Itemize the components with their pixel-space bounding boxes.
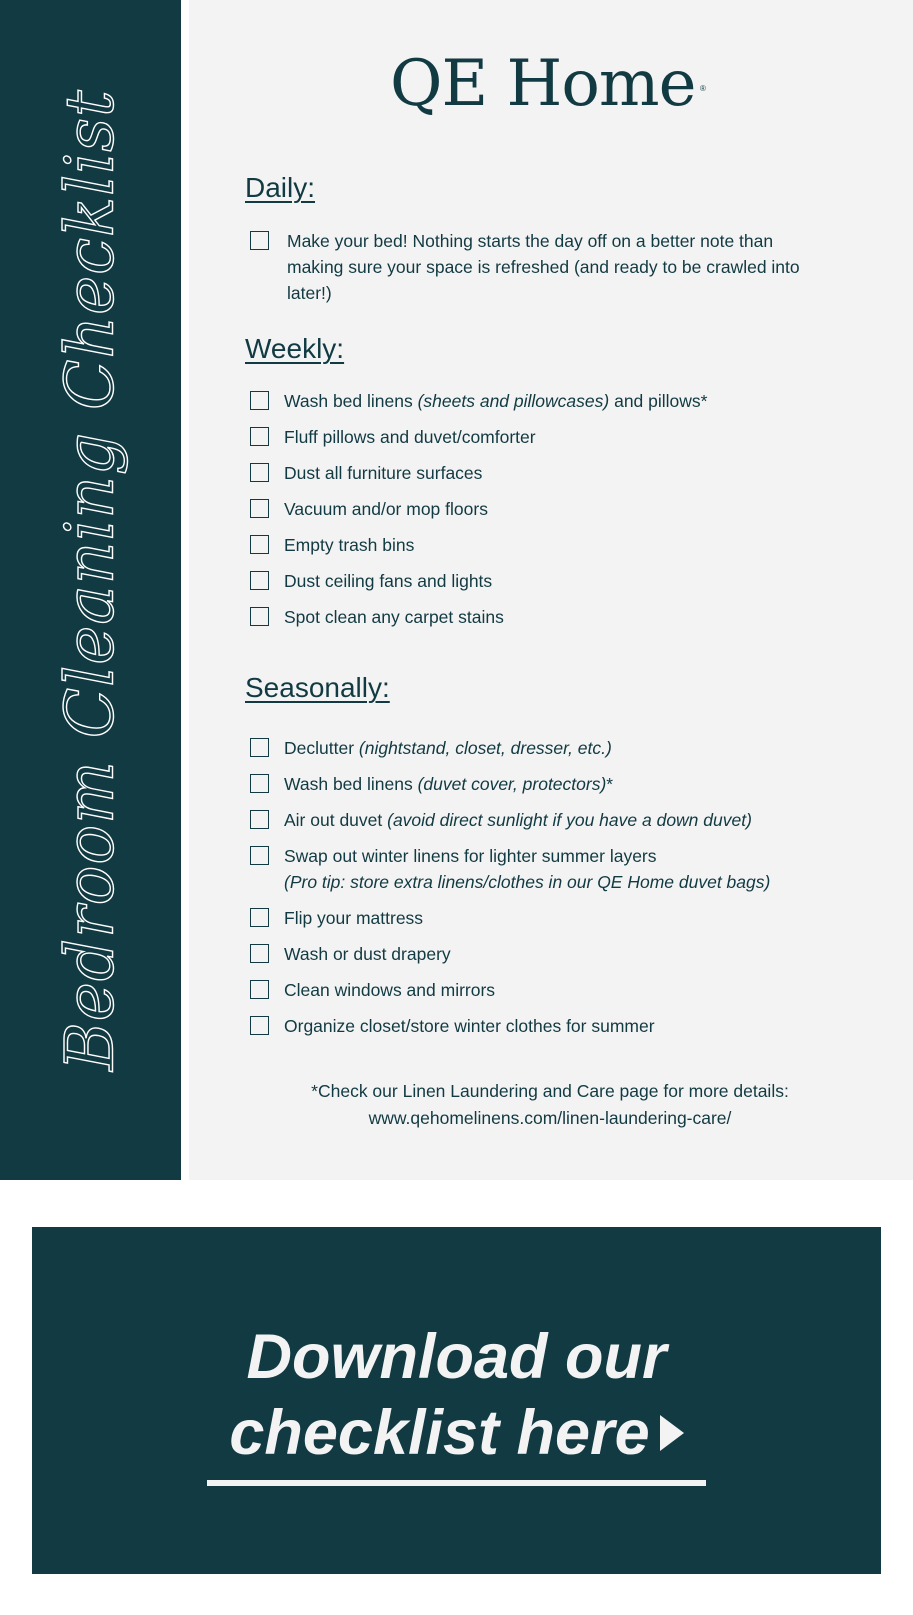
task-checkbox[interactable]: [250, 571, 269, 590]
cta-line2: checklist here: [229, 1398, 650, 1468]
task-checkbox[interactable]: [250, 846, 269, 865]
cta-text: [32, 1319, 881, 1471]
divider: [181, 0, 189, 1180]
task-checkbox[interactable]: [250, 607, 269, 626]
task-checkbox[interactable]: [250, 231, 269, 250]
task-label: Organize closet/store winter clothes for summer: [284, 1016, 655, 1036]
task-label: Fluff pillows and duvet/comforter: [284, 427, 536, 447]
task-checkbox[interactable]: [250, 1016, 269, 1035]
task-label: Wash or dust drapery: [284, 944, 451, 964]
daily-heading: Daily:: [245, 172, 316, 203]
task-checkbox[interactable]: [250, 738, 269, 757]
task-checkbox[interactable]: [250, 391, 269, 410]
care-page-link[interactable]: www.qehomelinens.com/linen-laundering-care/: [368, 1108, 732, 1128]
task-label: Air out duvet (avoid direct sunlight if you have a down duvet): [284, 810, 752, 830]
task-label: Wash bed linens (sheets and pillowcases) and pillows*: [284, 391, 708, 411]
play-arrow-icon: [660, 1415, 684, 1451]
footnote-text: *Check our Linen Laundering and Care page for more details:: [311, 1081, 789, 1101]
task-label: Swap out winter linens for lighter summer layers (Pro tip: store extra linens/clothes in our QE Home duvet bags): [284, 846, 771, 892]
download-checklist-button[interactable]: [32, 1227, 881, 1574]
task-label: Wash bed linens (duvet cover, protectors)*: [284, 774, 614, 794]
sidebar: [0, 0, 181, 1180]
task-checkbox[interactable]: [250, 463, 269, 482]
cta-line1: Download our: [246, 1322, 667, 1392]
task-checkbox[interactable]: [250, 908, 269, 927]
task-label: Spot clean any carpet stains: [284, 607, 504, 627]
sidebar-title: Bedroom Cleaning Checklist: [51, 89, 129, 1071]
task-checkbox[interactable]: [250, 499, 269, 518]
task-label: Make your bed! Nothing starts the day off on a better note than making sure your space is refreshed (and ready to be crawled into later!): [287, 231, 800, 303]
task-label: Dust ceiling fans and lights: [284, 571, 493, 591]
task-label: Empty trash bins: [284, 535, 415, 555]
task-checkbox[interactable]: [250, 535, 269, 554]
task-label: Clean windows and mirrors: [284, 980, 496, 1000]
task-checkbox[interactable]: [250, 944, 269, 963]
seasonally-heading: Seasonally:: [245, 672, 390, 703]
task-checkbox[interactable]: [250, 980, 269, 999]
task-checkbox[interactable]: [250, 427, 269, 446]
registered-mark: ®: [700, 84, 706, 93]
task-checkbox[interactable]: [250, 810, 269, 829]
task-label: Dust all furniture surfaces: [284, 463, 483, 483]
task-label: Flip your mattress: [284, 908, 424, 928]
brand-logo: QE Home: [390, 47, 696, 121]
weekly-heading: Weekly:: [245, 333, 345, 364]
cta-underline: [207, 1480, 706, 1486]
task-label: Vacuum and/or mop floors: [284, 499, 488, 519]
task-checkbox[interactable]: [250, 774, 269, 793]
footnote: [250, 1078, 850, 1132]
task-label: Declutter (nightstand, closet, dresser, etc.): [284, 738, 612, 758]
